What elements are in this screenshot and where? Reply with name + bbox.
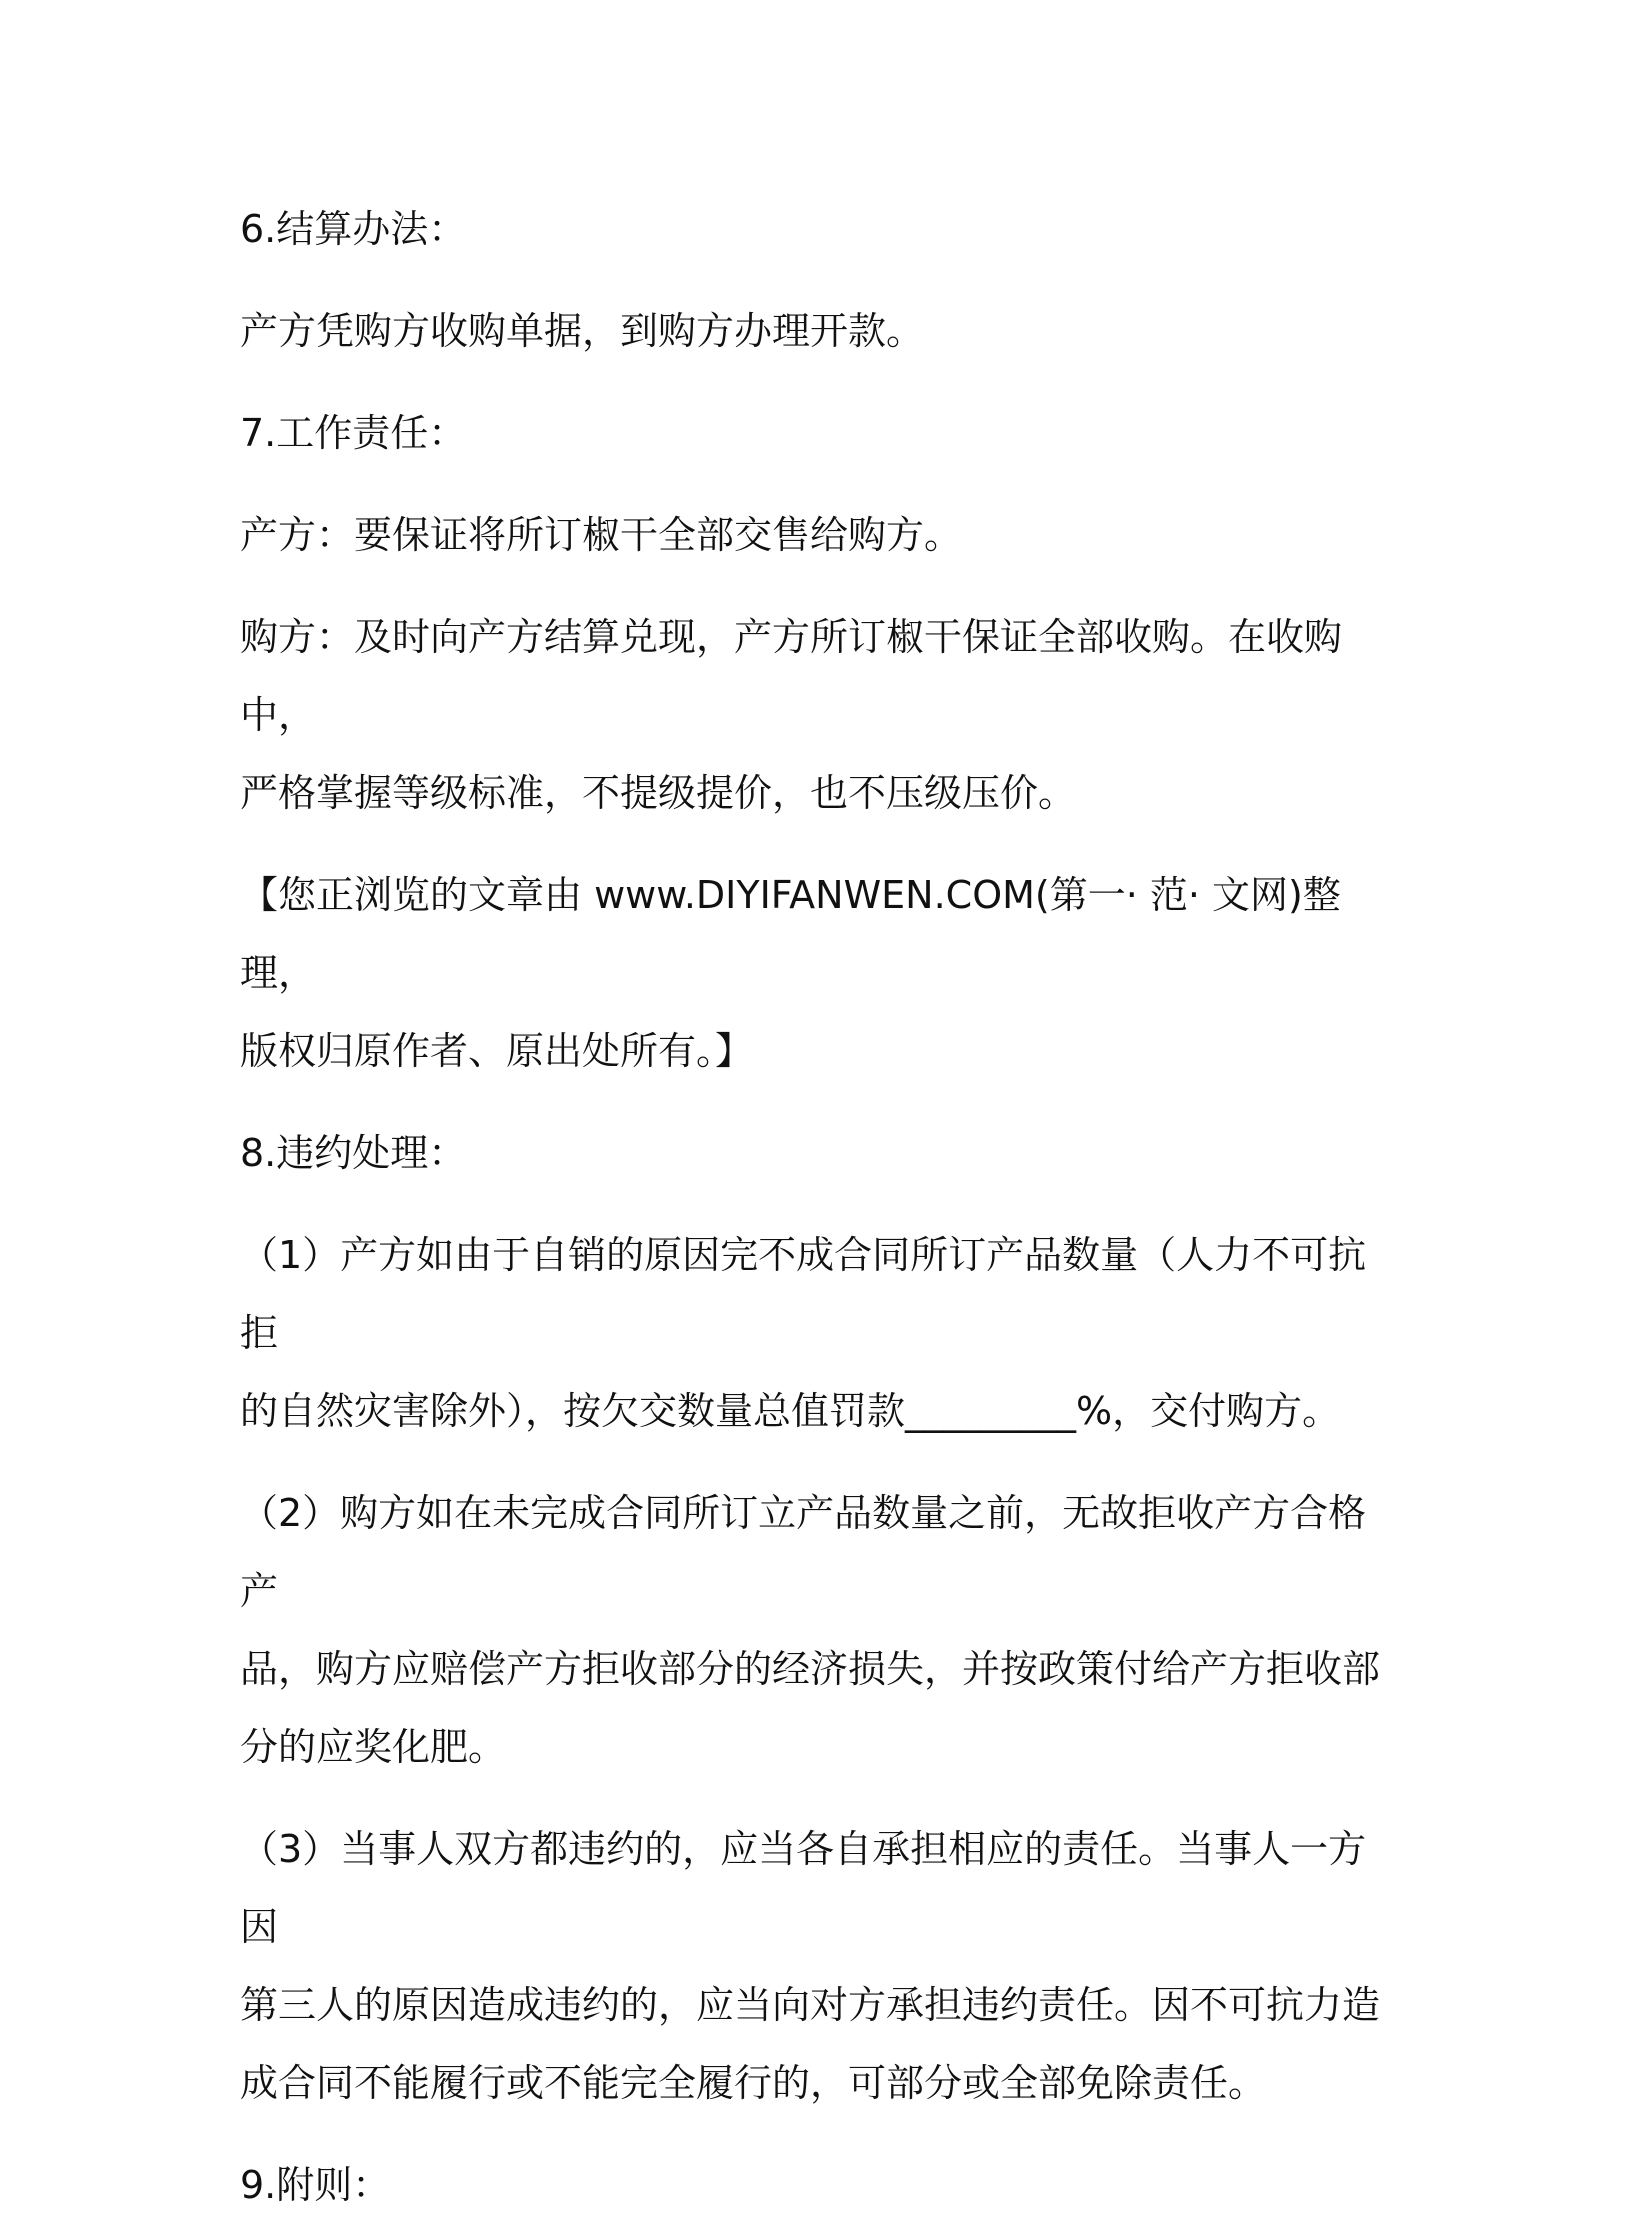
text-line: 第三人的原因造成违约的，应当向对方承担违约责任。因不可抗力造 [240,1983,1381,2027]
text-line: 版权归原作者、原出处所有。】 [240,1029,754,1073]
text-line: 的自然灾害除外），按欠交数量总值罚款_________%，交付购方。 [240,1389,1341,1433]
text-line: 分的应奖化肥。 [240,1725,507,1769]
text-line: （3）当事人双方都违约的，应当各自承担相应的责任。当事人一方因 [240,1827,1367,1949]
paragraph-producer-duty: 产方：要保证将所订椒干全部交售给购方。 [240,513,963,557]
section-heading-appendix: 9.附则： [240,2163,391,2207]
paragraph-source-notice [240,856,1400,1090]
text-line: 严格掌握等级标准，不提级提价，也不压级压价。 [240,771,1077,815]
paragraph-buyer-duty [240,598,1400,832]
text-line: 【您正浏览的文章由 www.DIYIFANWEN.COM(第一· 范· 文网)整理， [240,873,1341,995]
text-line: （2）购方如在未完成合同所订立产品数量之前，无故拒收产方合格产 [240,1491,1367,1613]
section-heading-settlement: 6.结算办法： [240,207,467,251]
section-heading-breach: 8.违约处理： [240,1131,467,1175]
document-body [240,190,1400,2224]
text-line: （1）产方如由于自销的原因完不成合同所订产品数量（人力不可抗拒 [240,1233,1367,1355]
text-line: 成合同不能履行或不能完全履行的，可部分或全部免除责任。 [240,2061,1267,2105]
paragraph-breach-item-1 [240,1216,1400,1450]
text-line: 购方：及时向产方结算兑现，产方所订椒干保证全部收购。在收购中， [240,615,1343,737]
paragraph-breach-item-2 [240,1474,1400,1786]
section-heading-responsibility: 7.工作责任： [240,411,467,455]
text-line: 品，购方应赔偿产方拒收部分的经济损失，并按政策付给产方拒收部 [240,1647,1381,1691]
paragraph-settlement-method: 产方凭购方收购单据，到购方办理开款。 [240,309,925,353]
paragraph-breach-item-3 [240,1810,1400,2122]
